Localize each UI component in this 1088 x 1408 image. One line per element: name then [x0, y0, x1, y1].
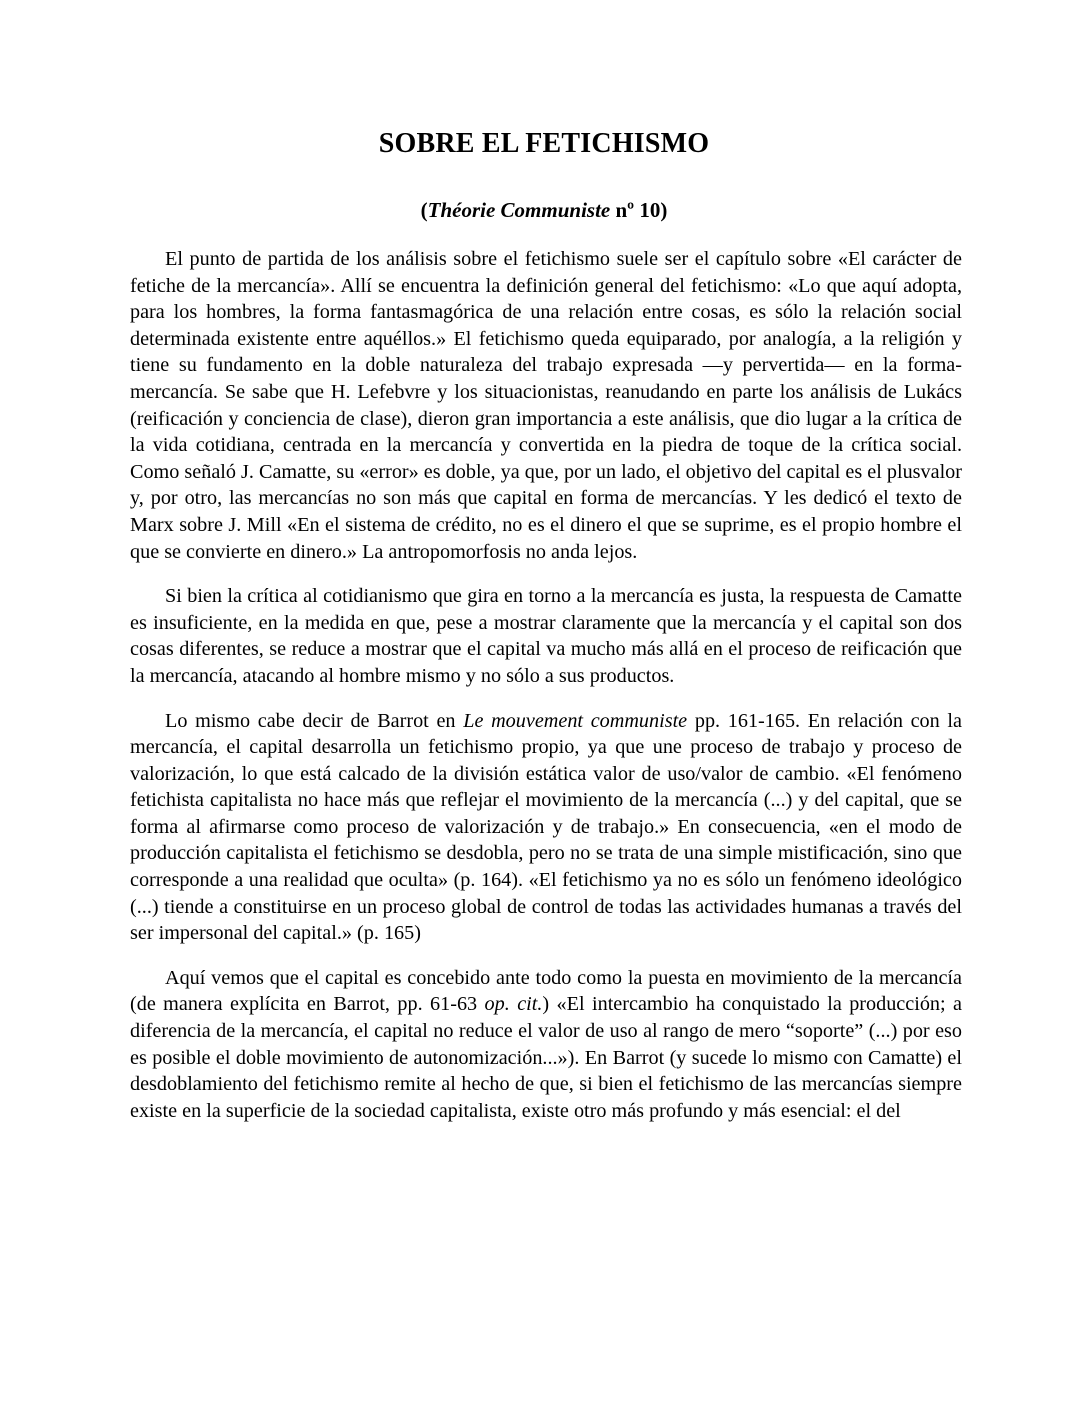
subtitle-journal-name: Théorie Communiste	[427, 198, 611, 222]
subtitle-open-paren: (	[420, 198, 428, 222]
paragraph-4	[130, 965, 962, 1125]
paragraph-2: Si bien la crítica al cotidianismo que gira en torno a la mercancía es justa, la respuesta de Camatte es insuficiente, en la medida en que, pese a mostrar claramente que la mercancía y el capital son dos cosas diferentes, se reduce a mostrar que el capital va mucho más allá en el proceso de reificación que la mercancía, atacando al hombre mismo y no sólo a sus productos.	[130, 585, 962, 687]
paragraph-4-italic-citation: op. cit.	[484, 993, 543, 1016]
subtitle-issue-number: nº 10)	[610, 198, 668, 222]
paragraph-1: El punto de partida de los análisis sobre el fetichismo suele ser el capítulo sobre «El carácter de fetiche de la mercancía». Allí se encuentra la definición general del fetichismo: «Lo que aquí adopta, para los hombres, la forma fantasmagórica de una relación entre cosas, es sólo la relación social determinada existente entre aquéllos.» El fetichismo queda equiparado, por analogía, a la religión y tiene su fundamento en la doble naturaleza del trabajo expresada —y pervertida— en la forma-mercancía. Se sabe que H. Lefebvre y los situacionistas, reanudando en parte los análisis de Lukács (reificación y conciencia de clase), dieron gran importancia a este análisis, que dio lugar a la crítica de la vida cotidiana, centrada en la mercancía y convertida en la piedra de toque de la crítica social. Como señaló J. Camatte, su «error» es doble, ya que, por un lado, el objetivo del capital es el plusvalor y, por otro, las mercancías no son más que capital en forma de mercancías. Y les dedicó el texto de Marx sobre J. Mill «En el sistema de crédito, no es el dinero el que se suprime, es el propio hombre el que se convierte en dinero.» La antropomorfosis no anda lejos.	[130, 248, 962, 563]
paragraph-3-before: Lo mismo cabe decir de Barrot en	[165, 709, 464, 732]
paragraph-3-italic-title: Le mouvement communiste	[463, 709, 688, 732]
paragraph-3	[130, 708, 962, 947]
paragraph-3-after: pp. 161-165. En relación con la mercancía, el capital desarrolla un fetichismo propio, ya que une proceso de trabajo y proceso de valorización, lo que está calcado de la división estática valor de uso/valor de cambio. «El fenómeno fetichista capitalista no hace más que reflejar el movimiento de la mercancía (...) y del capital, que se forma al afirmarse como proceso de valorización y de trabajo.» En consecuencia, «en el modo de producción capitalista el fetichismo se desdobla, pero no se trata de una simple mistificación, sino que corresponde a una realidad que oculta» (p. 164). «El fetichismo ya no es sólo un fenómeno ideológico (...) tiende a constituirse en un proceso global de control de todas las actividades humanas a través del ser impersonal del capital.» (p. 165)	[130, 709, 963, 945]
paragraph-4-before: Aquí vemos que el capital es concebido ante todo como la puesta en movimiento de la mercancía (de manera explícita en Barrot, pp. 61-63	[130, 966, 962, 1016]
document-title: SOBRE EL FETICHISMO	[378, 128, 710, 159]
document-subtitle	[0, 198, 1088, 223]
paragraph-4-after: ) «El intercambio ha conquistado la producción; a diferencia de la mercancía, el capital no reduce el valor de uso al rango de mero “soporte” (...) por eso es posible el doble movimiento de autonomización...»). En Barrot (y sucede lo mismo con Camatte) el desdoblamiento del fetichismo remite al hecho de que, si bien el fetichismo de las mercancías siempre existe en la superficie de la sociedad capitalista, existe otro más profundo y más esencial: el del	[130, 993, 963, 1122]
document-body	[130, 246, 962, 1124]
